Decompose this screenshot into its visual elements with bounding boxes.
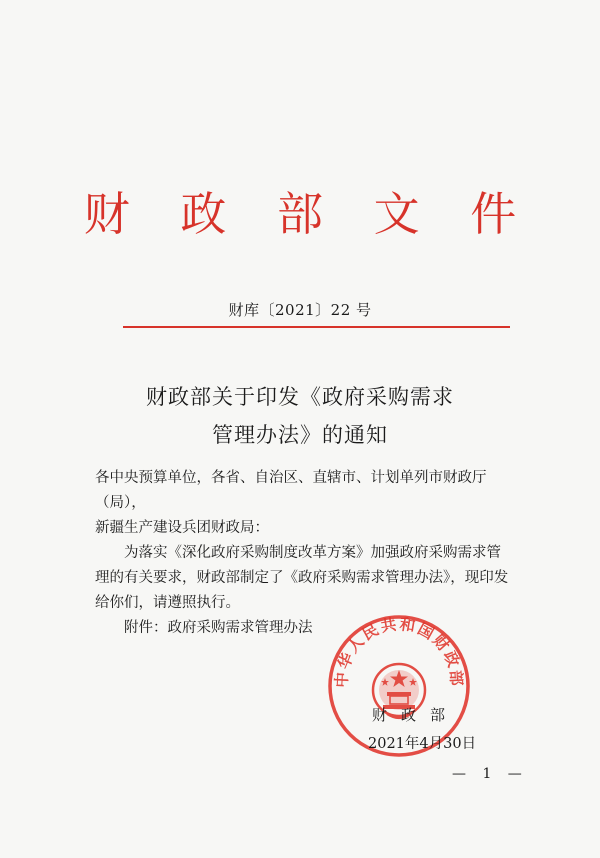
notice-title-line2: 管理办法》的通知: [212, 423, 388, 447]
attachment-line: 附件：政府采购需求管理办法: [124, 620, 313, 636]
notice-title-line1: 财政部关于印发《政府采购需求: [146, 385, 454, 409]
page-number: — 1 —: [452, 766, 528, 782]
body-paragraph-line: 给你们，请遵照执行。: [95, 595, 240, 611]
body-paragraph-line: 理的有关要求，财政部制定了《政府采购需求管理办法》，现印发: [95, 570, 509, 586]
recipients-line: 新疆生产建设兵团财政局：: [95, 520, 269, 536]
issuer-signature: 财政部: [372, 706, 460, 724]
document-masthead: 财 政 部 文 件: [83, 187, 535, 241]
recipients-line: 各中央预算单位，各省、自治区、直辖市、计划单列市财政厅（局），: [95, 470, 487, 511]
document-number: 财库〔2021〕22 号: [228, 301, 372, 319]
notice-title: [0, 378, 600, 454]
issue-date: 2021年4月30日: [368, 736, 477, 752]
red-divider: [123, 326, 510, 328]
seal-text: 中华人民共和国财政部: [331, 614, 467, 689]
body-paragraph-line: 为落实《深化政府采购制度改革方案》加强政府采购需求管: [124, 545, 501, 561]
